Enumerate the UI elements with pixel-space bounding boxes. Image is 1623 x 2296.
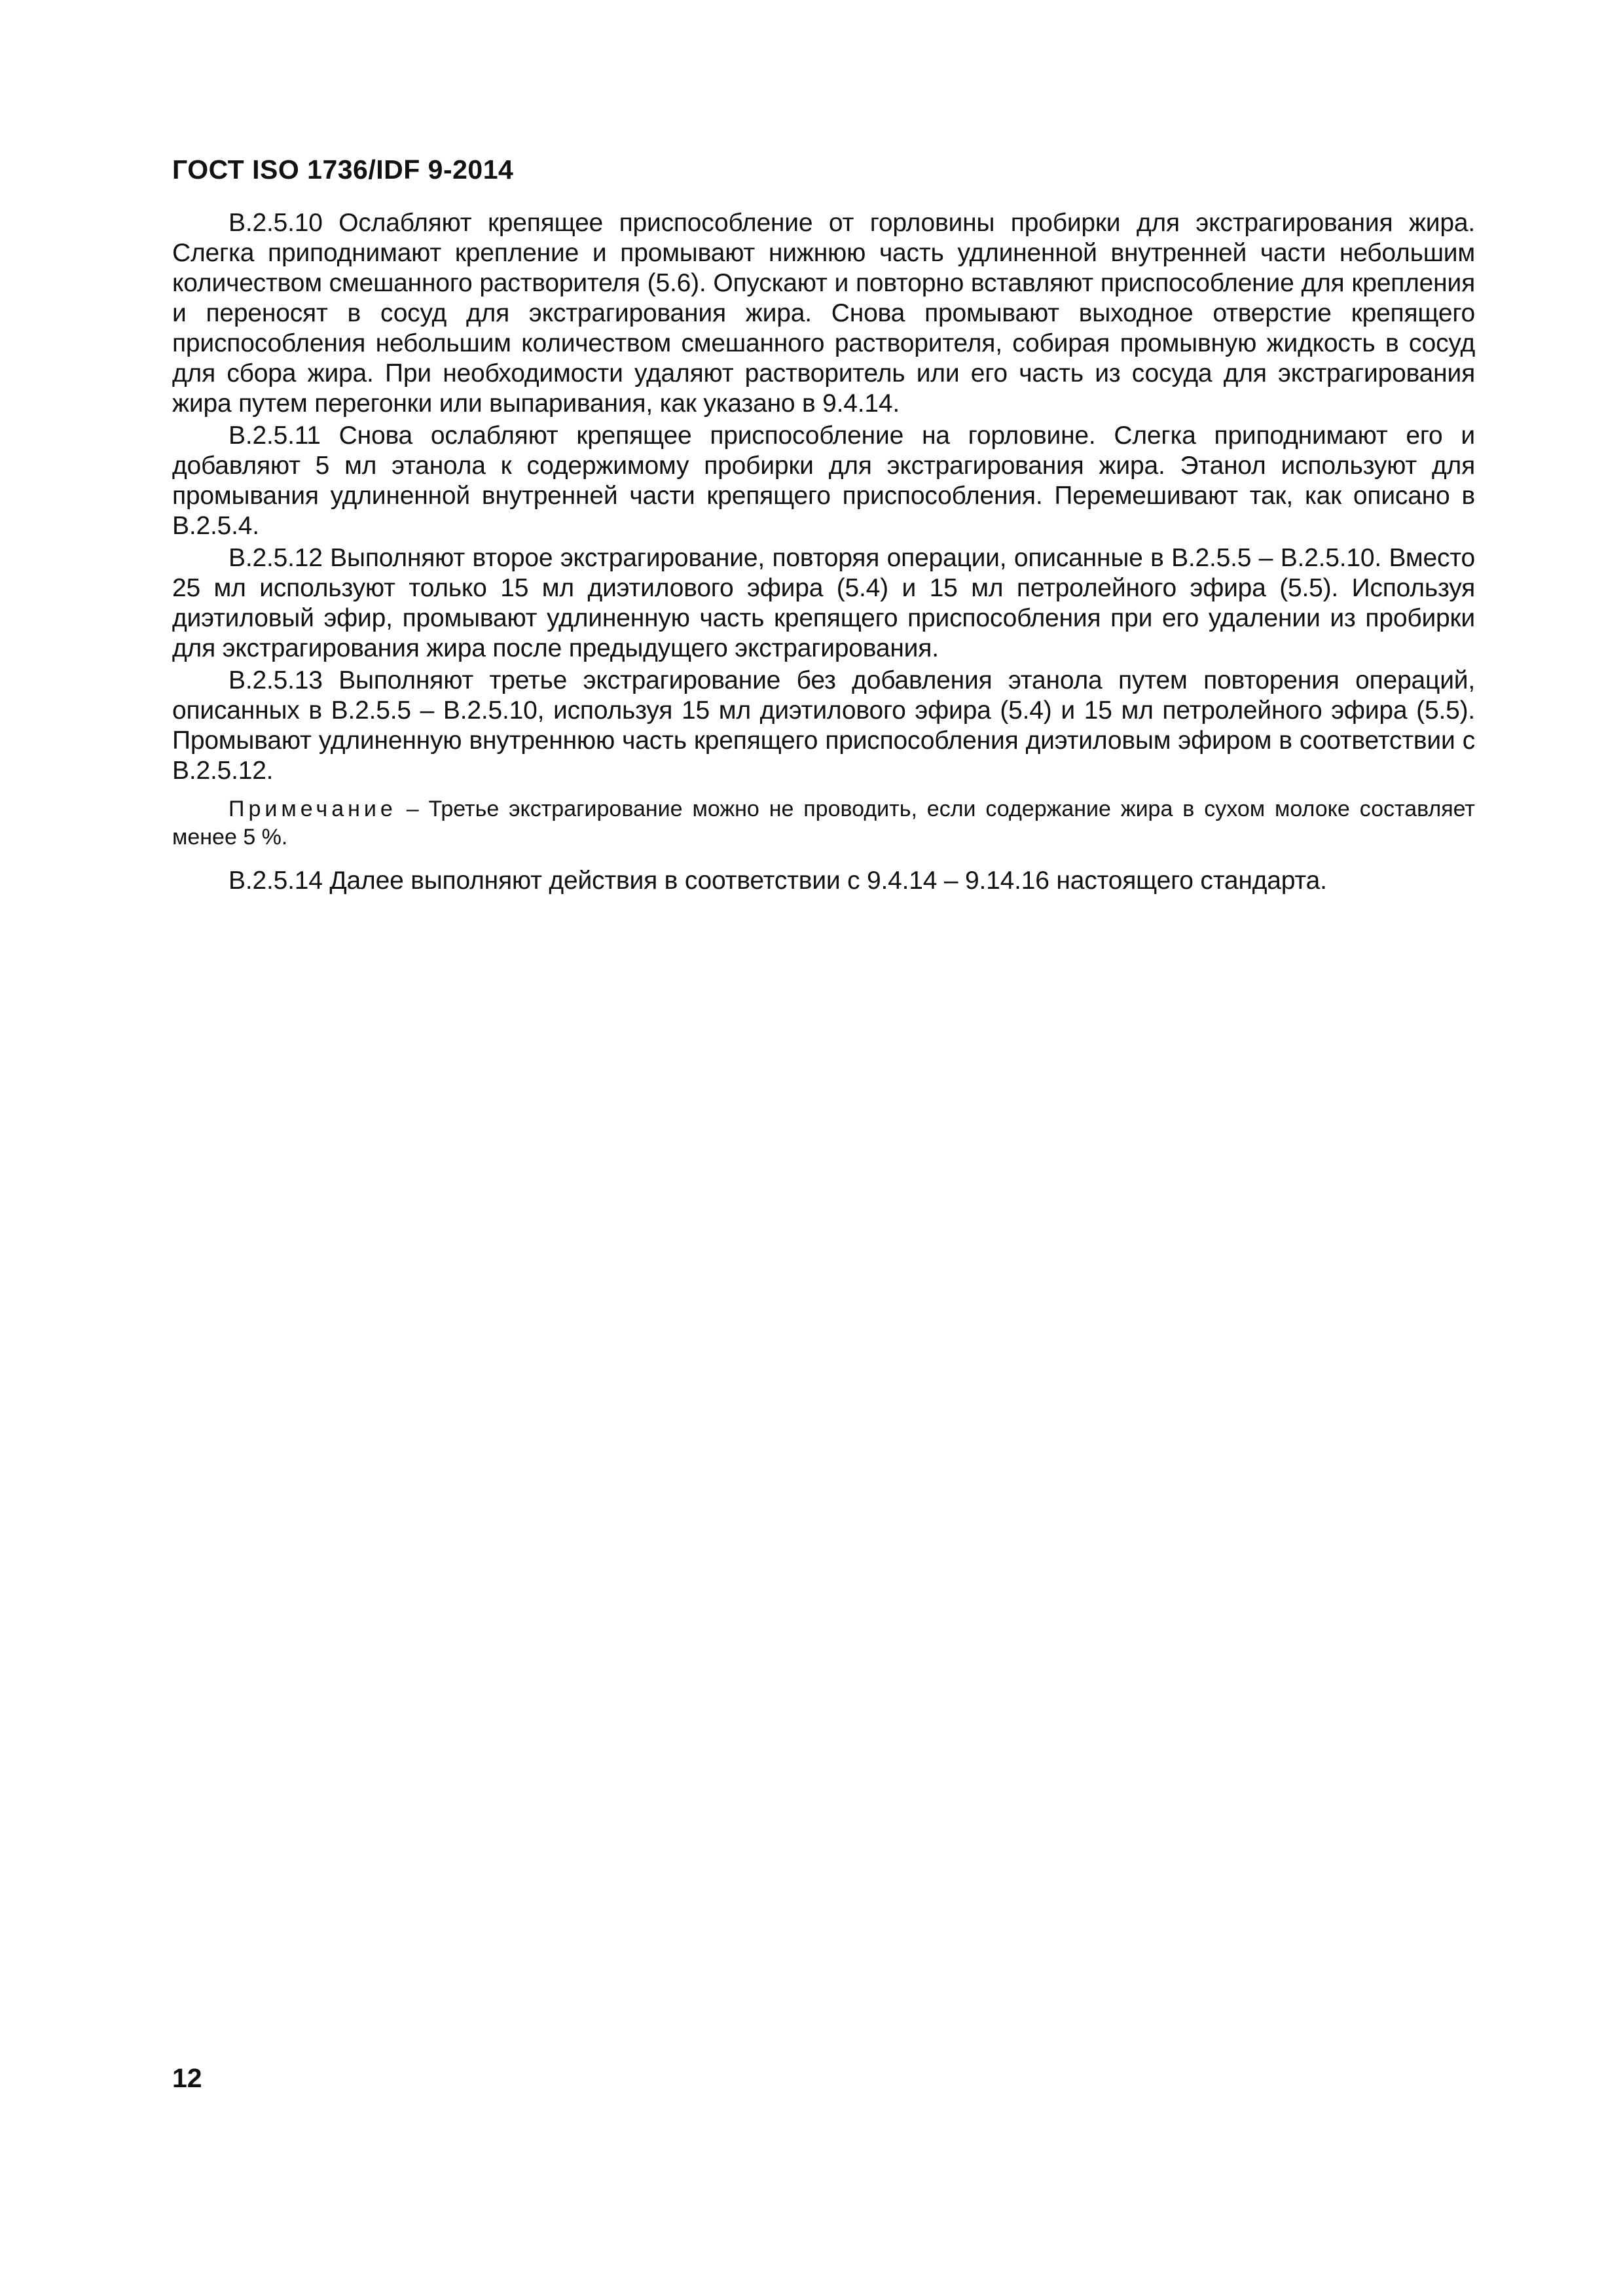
paragraph-number: В.2.5.13 <box>228 666 323 694</box>
note <box>172 795 1475 852</box>
paragraph-text: Ослабляют крепящее приспособление от горловины пробирки для экстрагирования жира. Слегка приподнимают крепление и промывают нижнюю часть удлиненной внутренней части небольшим количеством смешанного растворителя (5.6). Опускают и повторно вставляют приспособление для крепления и переносят в сосуд для экстрагирования жира. Снова промывают выходное отверстие крепящего приспособления небольшим количеством смешанного растворителя, собирая промывную жидкость в сосуд для сбора жира. При необходимости удаляют растворитель или его часть из сосуда для экстрагирования жира путем перегонки или выпаривания, как указано в 9.4.14. <box>172 209 1475 418</box>
paragraph-number: В.2.5.10 <box>228 209 323 237</box>
paragraph-b-2-5-11 <box>172 421 1475 541</box>
paragraph-b-2-5-12 <box>172 543 1475 664</box>
paragraph-text: Выполняют второе экстрагирование, повторяя операции, описанные в В.2.5.5 – В.2.5.10. Вместо 25 мл используют только 15 мл диэтилового эфира (5.4) и 15 мл петролейного эфира (5.5). Используя диэтиловый эфир, промывают удлиненную часть крепящего приспособления при его удалении из пробирки для экстрагирования жира после предыдущего экстрагирования. <box>172 544 1476 662</box>
paragraph-number: В.2.5.11 <box>228 422 321 450</box>
paragraph-b-2-5-10 <box>172 208 1475 419</box>
paragraph-number: В.2.5.12 <box>228 544 323 572</box>
paragraph-text: Выполняют третье экстрагирование без добавления этанола путем повторения операций, описанных в В.2.5.5 – В.2.5.10, используя 15 мл диэтилового эфира (5.4) и 15 мл петролейного эфира (5.5). Промывают удлиненную внутреннюю часть крепящего приспособления диэтиловым эфиром в соответствии с В.2.5.12. <box>172 666 1475 785</box>
paragraph-text: Снова ослабляют крепящее приспособление на горловине. Слегка приподнимают его и добавляют 5 мл этанола к содержимому пробирки для экстрагирования жира. Этанол используют для промывания удлиненной внутренней части крепящего приспособления. Перемешивают так, как описано в В.2.5.4. <box>172 422 1475 540</box>
paragraph-b-2-5-13 <box>172 666 1475 786</box>
paragraph-b-2-5-14 <box>172 866 1475 896</box>
document-header: ГОСТ ISO 1736/IDF 9-2014 <box>172 154 514 185</box>
paragraph-text: Далее выполняют действия в соответствии с 9.4.14 – 9.14.16 настоящего стандарта. <box>329 867 1327 895</box>
note-label: Примечание <box>228 797 397 821</box>
paragraph-number: В.2.5.14 <box>228 867 323 895</box>
page-number: 12 <box>172 2063 202 2093</box>
document-body <box>172 208 1475 898</box>
note-text: – Третье экстрагирование можно не проводить, если содержание жира в сухом молоке составляет менее 5 %. <box>172 797 1475 850</box>
